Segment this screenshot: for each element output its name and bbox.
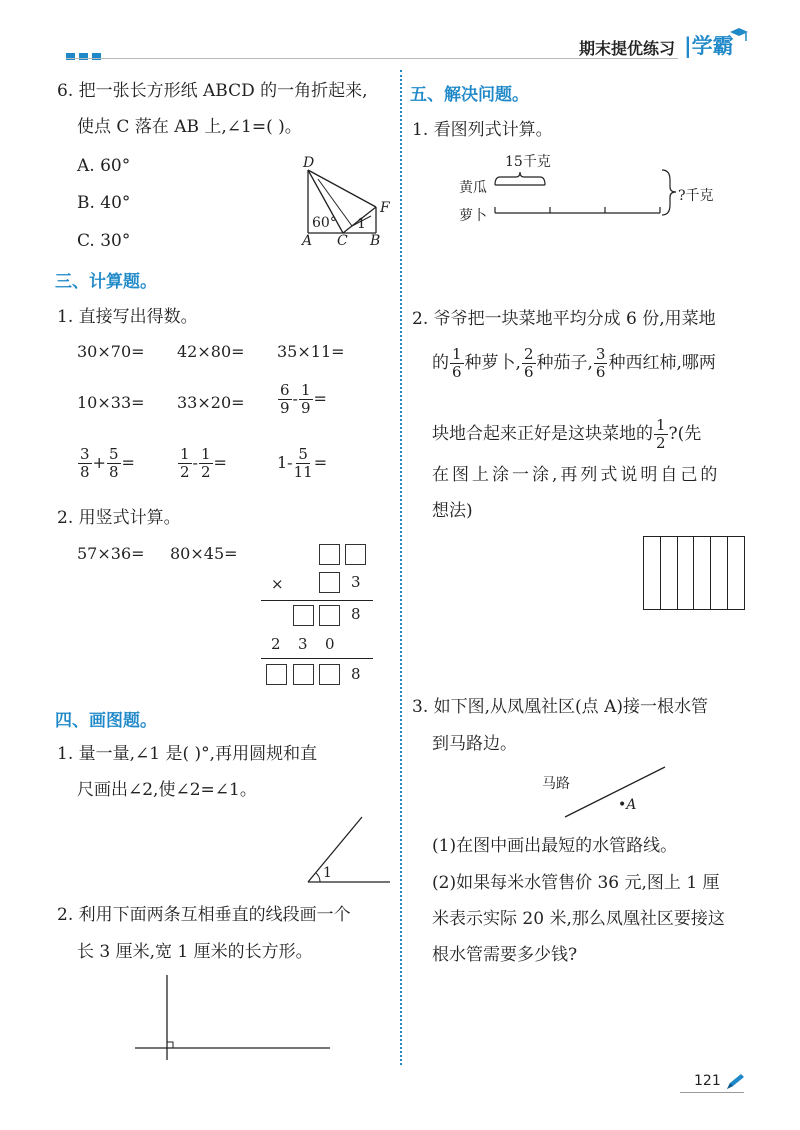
fig-label-a: A [302, 233, 313, 249]
oral-33x20: 33×20= [177, 393, 245, 412]
num: 3 [595, 345, 606, 363]
problem-3-sub2-line2: 米表示实际 20 米,那么凤凰社区要接这 [432, 909, 725, 929]
den: 8 [108, 463, 119, 481]
den: 9 [300, 399, 311, 417]
den: 2 [200, 463, 211, 481]
fig-label-d: D [303, 155, 315, 171]
draw-1-line1: 1. 量一量,∠1 是( )°,再用圆规和直 [57, 744, 318, 764]
text: 块地合起来正好是这块菜地的 [432, 424, 653, 444]
section-four-title: 四、画图题。 [55, 711, 157, 731]
digit-8: 8 [351, 605, 361, 623]
header-title: 期末提优练习 [579, 39, 676, 58]
num: 5 [108, 445, 119, 463]
perpendicular-segments [130, 970, 340, 1065]
problem-2-line4: 在图上涂一涂,再列式说明自己的 [432, 465, 721, 485]
q6-option-a: A. 60° [77, 156, 131, 176]
text: 种萝卜, [464, 353, 521, 373]
footer-rule [680, 1092, 744, 1093]
op: - [192, 453, 198, 472]
draw-1-line2: 尺画出∠2,使∠2=∠1。 [77, 780, 257, 800]
problem-2-line5: 想法) [432, 501, 473, 521]
text: 种西红柿,哪两 [608, 353, 716, 373]
q6-line2: 使点 C 落在 AB 上,∠1=( )。 [77, 117, 302, 137]
road-line [560, 762, 670, 822]
pencil-icon [724, 1072, 746, 1092]
num: 1 [180, 445, 190, 463]
times-sign: × [271, 575, 284, 593]
num: 3 [80, 445, 90, 463]
blank-box[interactable] [293, 664, 314, 685]
rule-line [261, 658, 373, 659]
blank-box[interactable] [345, 544, 366, 565]
line-segment-diagram [490, 165, 680, 225]
den: 6 [452, 363, 462, 381]
den: 2 [180, 463, 190, 481]
q6-option-c: C. 30° [77, 231, 131, 251]
problem-3-sub1: (1)在图中画出最短的水管路线。 [432, 836, 678, 856]
rule-line [261, 600, 373, 601]
calc-1-title: 1. 直接写出得数。 [57, 307, 198, 327]
fig-label-b: B [370, 233, 381, 249]
den: 6 [595, 363, 606, 381]
eq: = [313, 453, 328, 472]
digit-3: 3 [351, 573, 361, 591]
eq: = [313, 389, 327, 408]
problem-2-line2 [432, 346, 716, 381]
whole: 1- [277, 453, 293, 472]
text: 种茄子, [536, 353, 593, 373]
op: + [92, 453, 106, 472]
column-divider [400, 70, 402, 1065]
den: 2 [656, 434, 666, 452]
vegetable-plot-grid[interactable] [643, 536, 745, 610]
eq: = [213, 453, 227, 472]
angle-1-label: 1 [323, 865, 332, 881]
label-15kg: 15千克 [505, 154, 551, 170]
num: 1 [300, 381, 311, 399]
num: 1 [452, 345, 462, 363]
num: 6 [280, 381, 290, 399]
den: 9 [280, 399, 290, 417]
problem-3-sub2-line3: 根水管需要多少钱? [432, 945, 578, 965]
draw-2-line1: 2. 利用下面两条互相垂直的线段画一个 [57, 905, 351, 925]
text: ?(先 [668, 424, 702, 444]
digit-2: 2 [271, 635, 281, 653]
label-question-kg: ?千克 [678, 188, 714, 204]
fig-label-f: F [380, 200, 390, 216]
num: 5 [298, 445, 308, 463]
blank-box[interactable] [319, 572, 340, 593]
page-number: 121 [694, 1073, 721, 1089]
problem-3-sub2-line1: (2)如果每米水管售价 36 元,图上 1 厘 [432, 873, 720, 893]
blank-box[interactable] [266, 664, 287, 685]
den: 6 [523, 363, 534, 381]
calc-2-title: 2. 用竖式计算。 [57, 508, 181, 528]
oral-frac-6-9-minus-1-9 [277, 382, 327, 417]
graduation-cap-icon [728, 26, 750, 46]
oral-frac-1-2-minus-1-2 [177, 446, 227, 481]
q6-line1: 6. 把一张长方形纸 ABCD 的一角折起来, [57, 81, 368, 101]
num: 1 [200, 445, 211, 463]
problem-2-line3 [432, 417, 701, 452]
road-label: 马路 [542, 776, 570, 792]
brand-text: 学霸 [691, 34, 734, 58]
den: 8 [80, 463, 90, 481]
oral-35x11: 35×11= [277, 342, 345, 361]
num: 2 [523, 345, 534, 363]
num: 1 [656, 416, 666, 434]
section-three-title: 三、计算题。 [55, 272, 157, 292]
blank-box[interactable] [319, 544, 340, 565]
header-squares [66, 45, 101, 64]
fig-label-c: C [337, 233, 348, 249]
problem-3-line2: 到马路边。 [432, 734, 517, 754]
header-brand: |学霸 [684, 34, 734, 58]
plot-cell[interactable] [644, 537, 661, 609]
blank-box[interactable] [319, 664, 340, 685]
op: - [292, 389, 298, 408]
blank-box[interactable] [319, 605, 340, 626]
plot-cell[interactable] [728, 537, 744, 609]
oral-42x80: 42×80= [177, 342, 245, 361]
draw-2-line2: 长 3 厘米,宽 1 厘米的长方形。 [77, 942, 313, 962]
oral-1-minus-5-11 [277, 446, 327, 481]
vertical-80x45: 80×45= [170, 544, 238, 563]
angle-1-figure [300, 812, 395, 887]
fig-angle-1: 1 [357, 216, 366, 232]
oral-10x33: 10×33= [77, 393, 145, 412]
oral-frac-3-8-plus-5-8 [77, 446, 135, 481]
label-luobo: 萝卜 [459, 208, 487, 224]
q6-option-b: B. 40° [77, 193, 131, 213]
oral-30x70: 30×70= [77, 342, 145, 361]
section-five-title: 五、解决问题。 [410, 85, 529, 105]
digit-0: 0 [325, 635, 335, 653]
digit-8: 8 [351, 665, 361, 683]
plot-cell[interactable] [678, 537, 695, 609]
problem-1-title: 1. 看图列式计算。 [412, 120, 553, 140]
vertical-57x36: 57×36= [77, 544, 145, 563]
eq: = [121, 453, 135, 472]
label-huanggua: 黄瓜 [459, 180, 487, 196]
problem-3-line1: 3. 如下图,从凤凰社区(点 A)接一根水管 [412, 697, 708, 717]
problem-2-line1: 2. 爷爷把一块菜地平均分成 6 份,用菜地 [412, 309, 716, 329]
den: 11 [293, 463, 313, 481]
plot-cell[interactable] [694, 537, 711, 609]
plot-cell[interactable] [661, 537, 678, 609]
text: 的 [432, 353, 449, 373]
blank-box[interactable] [293, 605, 314, 626]
fig-angle-60: 60° [312, 215, 337, 231]
point-a: •A [618, 797, 637, 813]
digit-3: 3 [298, 635, 308, 653]
plot-cell[interactable] [711, 537, 728, 609]
